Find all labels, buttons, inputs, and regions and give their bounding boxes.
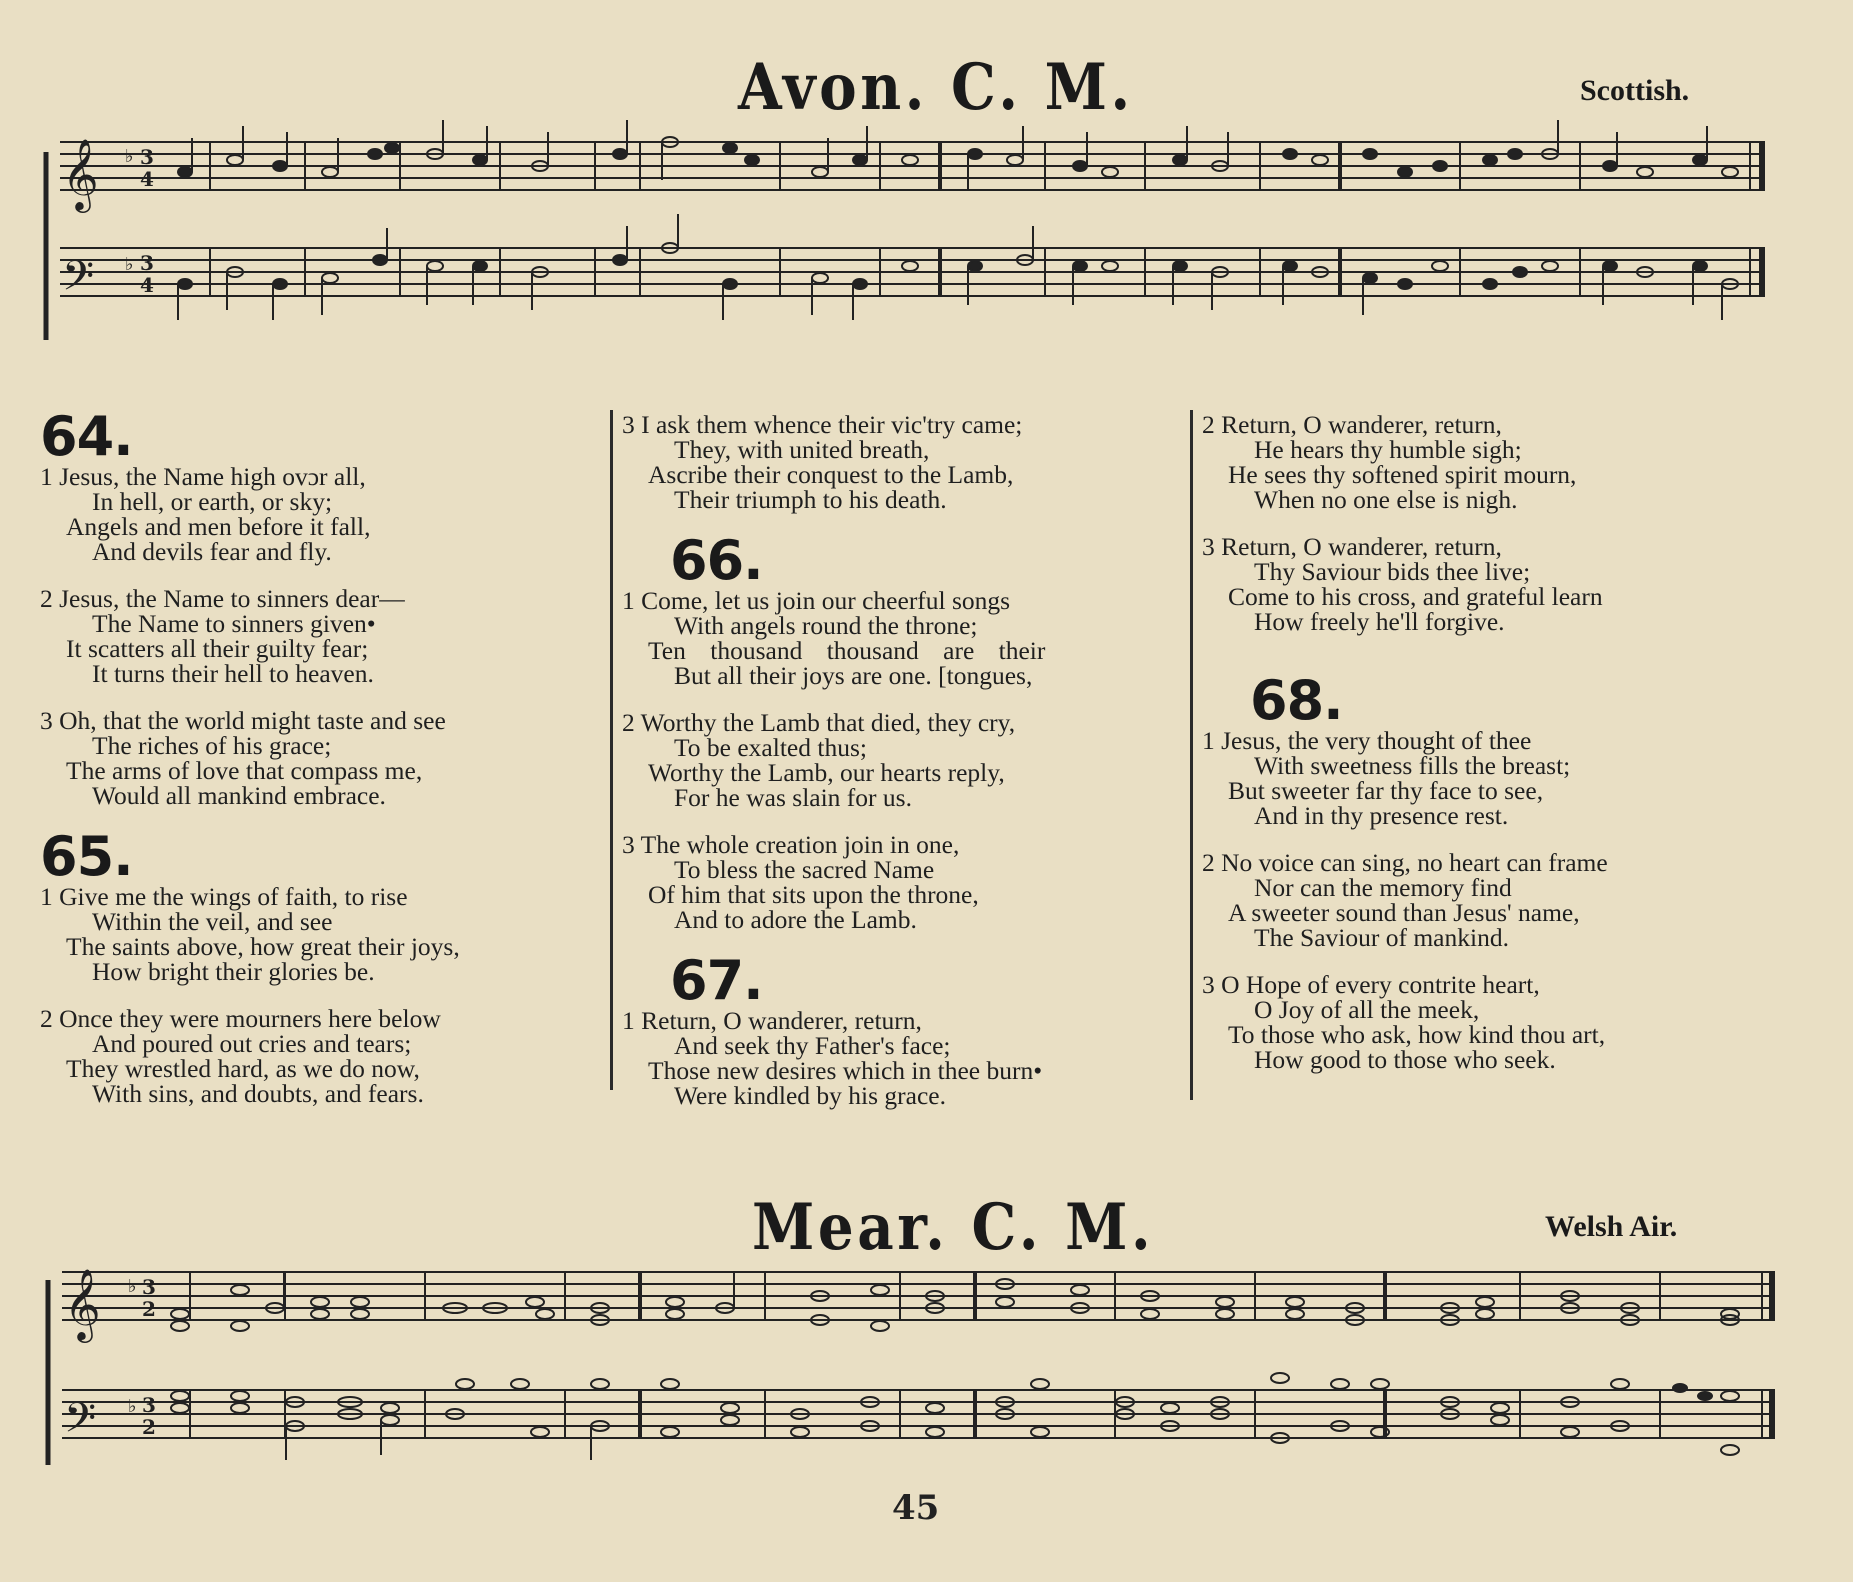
verse-line: 1 Give me the wings of faith, to rise (40, 882, 408, 911)
hymn-number: 64. (40, 405, 133, 468)
verse-line: The riches of his grace; (92, 731, 332, 760)
verse-line: With sins, and doubts, and fears. (92, 1079, 424, 1108)
svg-text:2: 2 (142, 1297, 156, 1321)
verse-line: They, with united breath, (674, 435, 930, 464)
verse-line: Within the veil, and see (92, 907, 333, 936)
verse-line: 3 The whole creation join in one, (622, 830, 960, 859)
stanza (622, 832, 1187, 932)
stanza (40, 586, 605, 686)
verse-line: And to adore the Lamb. (674, 905, 917, 934)
verse-line: He sees thy softened spirit mourn, (1228, 460, 1577, 489)
svg-text:𝄞: 𝄞 (62, 137, 99, 210)
verse-line: 2 Jesus, the Name to sinners dear— (40, 584, 405, 613)
hymn-68 (1202, 669, 1762, 1074)
verse-line: For he was slain for us. (674, 783, 912, 812)
verse-line: They wrestled hard, as we do now, (66, 1054, 420, 1083)
stanza (622, 1008, 1187, 1108)
verse-line: It scatters all their guilty fear; (66, 634, 369, 663)
tune-origin-mear: Welsh Air. (1545, 1210, 1678, 1243)
column-rule-left (610, 410, 613, 1090)
svg-text:♭: ♭ (125, 146, 134, 167)
verse-line: Nor can the memory find (1254, 873, 1512, 902)
verse-line: 2 Return, O wanderer, return, (1202, 410, 1502, 439)
verse-line: The Saviour of mankind. (1254, 923, 1509, 952)
hymn-67 (622, 949, 1187, 1110)
verse-line: And in thy presence rest. (1254, 801, 1509, 830)
verse-line: In hell, or earth, or sky; (92, 487, 333, 516)
verse-line: 2 Worthy the Lamb that died, they cry, (622, 708, 1016, 737)
verse-line: Would all mankind embrace. (92, 781, 386, 810)
music-system-mear (40, 1260, 1780, 1490)
verse-line: 3 Return, O wanderer, return, (1202, 532, 1502, 561)
svg-text:♭: ♭ (125, 254, 134, 275)
verse-line: But all their joys are one. [tongues, (674, 661, 1033, 690)
hymn-number: 67. (670, 949, 763, 1012)
svg-text:4: 4 (140, 273, 154, 297)
hymn-number: 65. (40, 825, 133, 888)
stanza (1202, 850, 1762, 950)
page-number: 45 (892, 1488, 940, 1528)
svg-text:3: 3 (142, 1275, 156, 1299)
svg-text:♭: ♭ (128, 1396, 137, 1417)
verse-line: 3 O Hope of every contrite heart, (1202, 970, 1540, 999)
svg-text:𝄞: 𝄞 (64, 1267, 101, 1340)
verse-line: 3 I ask them whence their vic'try came; (622, 410, 1023, 439)
stanza (622, 588, 1187, 688)
hymn-column-2 (622, 412, 1187, 1130)
hymn-65-continued (622, 412, 1187, 512)
verse-line: Angels and men before it fall, (66, 512, 371, 541)
hymn-64 (40, 405, 605, 810)
verse-line: The Name to sinners given• (92, 609, 376, 638)
staff-notation-avon (40, 120, 1770, 370)
verse-line: Those new desires which in thee burn• (648, 1056, 1043, 1085)
verse-line: Ten thousand thousand are their (648, 636, 1046, 665)
music-system-avon (40, 120, 1770, 370)
verse-line: Thy Saviour bids thee live; (1254, 557, 1531, 586)
verse-line: To bless the sacred Name (674, 855, 935, 884)
verse-line: 1 Return, O wanderer, return, (622, 1006, 922, 1035)
stanza (40, 708, 605, 808)
verse-line: The saints above, how great their joys, (66, 932, 460, 961)
stanza (622, 710, 1187, 810)
tune-origin-avon: Scottish. (1580, 74, 1690, 107)
verse-line: He hears thy humble sigh; (1254, 435, 1522, 464)
hymn-column-3 (1202, 412, 1762, 1094)
stanza (1202, 534, 1762, 634)
stanza (1202, 728, 1762, 828)
staff-notation-mear (40, 1260, 1780, 1490)
stanza (622, 412, 1187, 512)
svg-text:4: 4 (140, 167, 154, 191)
verse-line: To be exalted thus; (674, 733, 867, 762)
verse-line: And devils fear and fly. (92, 537, 332, 566)
verse-line: Of him that sits upon the throne, (648, 880, 979, 909)
hymn-column-1 (40, 405, 605, 1128)
verse-line: To those who ask, how kind thou art, (1228, 1020, 1606, 1049)
column-rule-right (1190, 410, 1193, 1100)
verse-line: How good to those who seek. (1254, 1045, 1556, 1074)
svg-text:3: 3 (140, 145, 154, 169)
verse-line: Their triumph to his death. (674, 485, 947, 514)
verse-line: How freely he'll forgive. (1254, 607, 1505, 636)
tune-title-avon: Avon. C. M. (738, 50, 1134, 125)
svg-text:𝄢: 𝄢 (64, 1394, 97, 1452)
verse-line: 2 Once they were mourners here below (40, 1004, 441, 1033)
verse-line: But sweeter far thy face to see, (1228, 776, 1544, 805)
verse-line: With angels round the throne; (674, 611, 978, 640)
verse-line: O Joy of all the meek, (1254, 995, 1480, 1024)
stanza (40, 1006, 605, 1106)
svg-text:𝄢: 𝄢 (62, 252, 95, 310)
verse-line: It turns their hell to heaven. (92, 659, 374, 688)
verse-line: 2 No voice can sing, no heart can frame (1202, 848, 1608, 877)
svg-text:3: 3 (142, 1393, 156, 1417)
verse-line: With sweetness fills the breast; (1254, 751, 1571, 780)
hymn-67-continued (1202, 412, 1762, 634)
verse-line: A sweeter sound than Jesus' name, (1228, 898, 1580, 927)
verse-line: 3 Oh, that the world might taste and see (40, 706, 446, 735)
verse-line: Come to his cross, and grateful learn (1228, 582, 1603, 611)
verse-line: 1 Come, let us join our cheerful songs (622, 586, 1011, 615)
hymn-65 (40, 825, 605, 1108)
hymn-66 (622, 529, 1187, 934)
verse-line: When no one else is nigh. (1254, 485, 1518, 514)
svg-text:2: 2 (142, 1415, 156, 1439)
svg-text:♭: ♭ (128, 1276, 137, 1297)
verse-line: 1 Jesus, the Name high ovɔr all, (40, 462, 366, 491)
verse-line: The arms of love that compass me, (66, 756, 423, 785)
stanza (1202, 412, 1762, 512)
svg-text:3: 3 (140, 251, 154, 275)
verse-line: Worthy the Lamb, our hearts reply, (648, 758, 1005, 787)
verse-line: And poured out cries and tears; (92, 1029, 412, 1058)
verse-line: How bright their glories be. (92, 957, 375, 986)
tune-title-mear: Mear. C. M. (752, 1190, 1155, 1265)
verse-line: And seek thy Father's face; (674, 1031, 951, 1060)
hymn-number: 66. (670, 529, 763, 592)
stanza (40, 464, 605, 564)
hymn-number: 68. (1250, 669, 1343, 732)
verse-line: Ascribe their conquest to the Lamb, (648, 460, 1014, 489)
verse-line: 1 Jesus, the very thought of thee (1202, 726, 1532, 755)
verse-line: Were kindled by his grace. (674, 1081, 946, 1110)
stanza (1202, 972, 1762, 1072)
stanza (40, 884, 605, 984)
